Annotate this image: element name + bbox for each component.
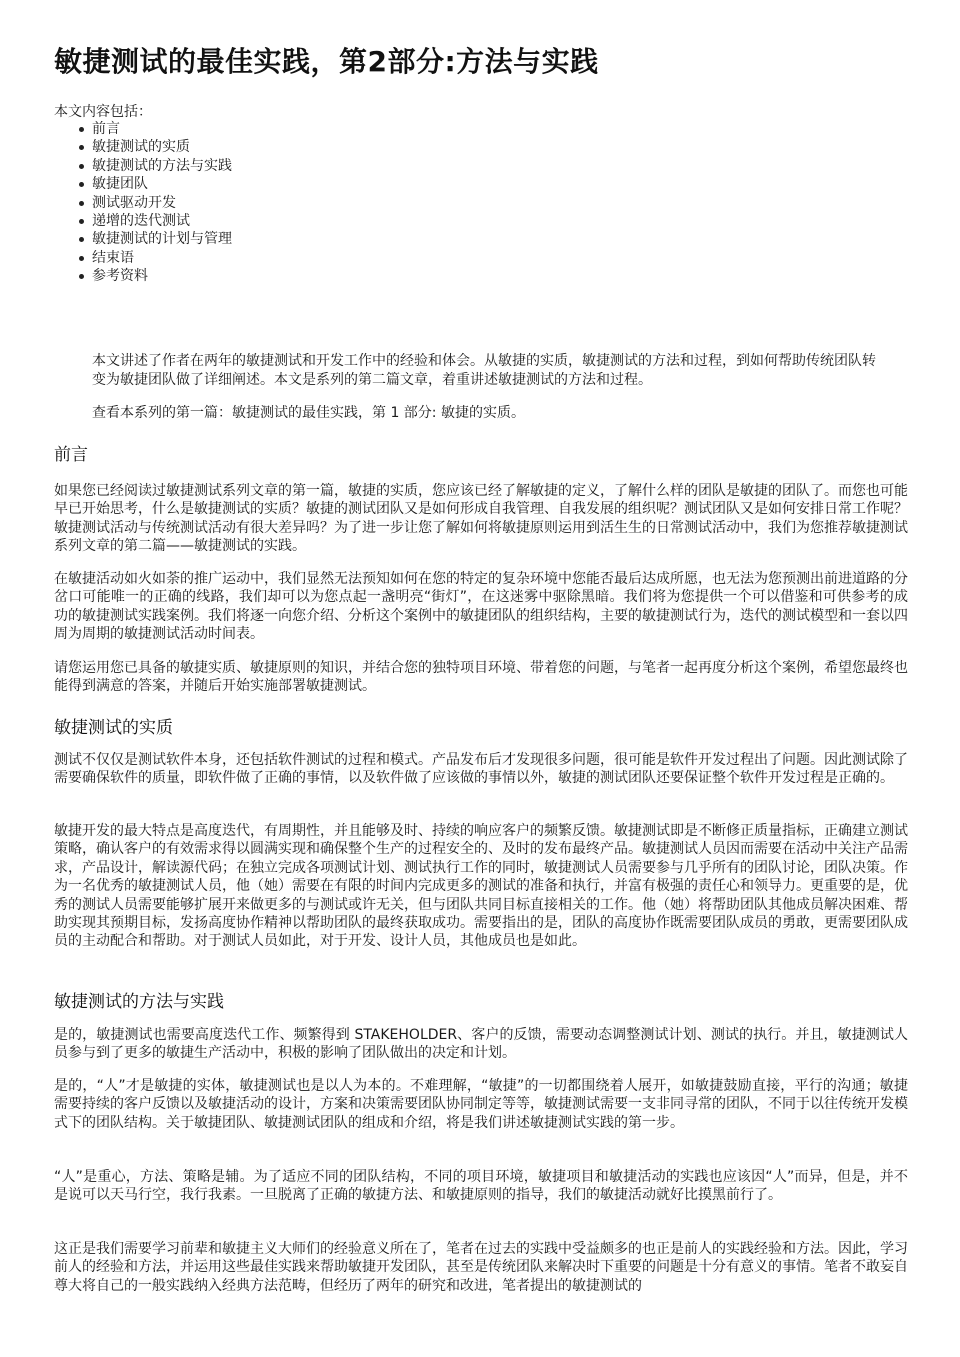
toc-intro-label: 本文内容包括： — [54, 104, 152, 120]
body-paragraph: 在敏捷活动如火如荼的推广运动中，我们显然无法预知如何在您的特定的复杂环境中您能否最后达成所愿，也无法为您预测出前进道路的分岔口可能唯一的正确的线路，我们却可以为您点起一盏明亮“街灯”，在这迷雾中驱除黑暗。我们将为您提供一个可以借鉴和可供参考的成功的敏捷测试实践案例。我们将逐一向您介绍、分析这个案例中的敏捷团队的组织结构，主要的敏捷测试行为，迭代的测试模型和一套以四周为周期的敏捷测试活动时间表。 — [54, 571, 908, 643]
section-heading-essence: 敏捷测试的实质 — [54, 718, 173, 738]
body-paragraph: 测试不仅仅是测试软件本身，还包括软件测试的过程和模式。产品发布后才发现很多问题，很可能是软件开发过程出了问题。因此测试除了需要确保软件的质量，即软件做了正确的事情，以及软件做了应该做的事情以外，敏捷的测试团队还要保证整个软件开发过程是正确的。 — [54, 752, 908, 787]
toc-item[interactable]: 结束语 — [92, 249, 242, 267]
toc-item[interactable]: 敏捷团队 — [92, 175, 242, 193]
toc-item[interactable]: 测试驱动开发 — [92, 194, 242, 212]
body-paragraph: 这正是我们需要学习前辈和敏捷主义大师们的经验意义所在了，笔者在过去的实践中受益颇多的也正是前人的实践经验和方法。因此，学习前人的经验和方法，并运用这些最佳实践来帮助敏捷开发团队，甚至是传统团队来解决时下重要的问题是十分有意义的事情。笔者不敢妄自尊大将自己的一般实践纳入经典方法范畴，但经历了两年的研究和改进，笔者提出的敏捷测试的 — [54, 1241, 908, 1294]
body-paragraph: 是的，敏捷测试也需要高度迭代工作、频繁得到 STAKEHOLDER、客户的反馈，需要动态调整测试计划、测试的执行。并且，敏捷测试人员参与到了更多的敏捷生产活动中，积极的影响了团队做出的决定和计划。 — [54, 1027, 908, 1062]
toc-item[interactable]: 敏捷测试的计划与管理 — [92, 230, 242, 248]
body-paragraph: 请您运用您已具备的敏捷实质、敏捷原则的知识，并结合您的独特项目环境、带着您的问题，与笔者一起再度分析这个案例，希望您最终也能得到满意的答案，并随后开始实施部署敏捷测试。 — [54, 660, 908, 695]
abstract-paragraph: 本文讲述了作者在两年的敏捷测试和开发工作中的经验和体会。从敏捷的实质，敏捷测试的方法和过程，到如何帮助传统团队转变为敏捷团队做了详细阐述。本文是系列的第二篇文章，着重讲述敏捷测试的方法和过程。 — [92, 353, 876, 388]
toc-item[interactable]: 前言 — [92, 120, 242, 138]
toc-item[interactable]: 敏捷测试的方法与实践 — [92, 157, 242, 175]
series-note-link[interactable]: 查看本系列的第一篇：敏捷测试的最佳实践，第 1 部分: 敏捷的实质。 — [92, 405, 525, 421]
toc-item[interactable]: 参考资料 — [92, 267, 242, 285]
section-heading-preface: 前言 — [54, 445, 88, 465]
body-paragraph: 是的，“人”才是敏捷的实体，敏捷测试也是以人为本的。不难理解，“敏捷”的一切都围绕着人展开，如敏捷鼓励直接，平行的沟通；敏捷需要持续的客户反馈以及敏捷活动的设计，方案和决策需要团队协同制定等等，敏捷测试需要一支非同寻常的团队，不同于以往传统开发模式下的团队结构。关于敏捷团队、敏捷测试团队的组成和介绍，将是我们讲述敏捷测试实践的第一步。 — [54, 1078, 908, 1131]
body-paragraph: “人”是重心，方法、策略是辅。为了适应不同的团队结构，不同的项目环境，敏捷项目和敏捷活动的实践也应该因“人”而异，但是，并不是说可以天马行空，我行我素。一旦脱离了正确的敏捷方法、和敏捷原则的指导，我们的敏捷活动就好比摸黑前行了。 — [54, 1169, 908, 1204]
body-paragraph: 如果您已经阅读过敏捷测试系列文章的第一篇，敏捷的实质，您应该已经了解敏捷的定义，了解什么样的团队是敏捷的团队了。而您也可能早已开始思考，什么是敏捷测试的实质？敏捷的测试团队又是如何形成自我管理、自我发展的组织呢？测试团队又是如何安排日常工作呢？敏捷测试活动与传统测试活动有很大差异吗？为了进一步让您了解如何将敏捷原则运用到活生生的日常测试活动中，我们为您推荐敏捷测试系列文章的第二篇——敏捷测试的实践。 — [54, 483, 908, 555]
page-title: 敏捷测试的最佳实践，第2部分:方法与实践 — [54, 45, 599, 78]
table-of-contents — [92, 120, 242, 286]
section-heading-methods: 敏捷测试的方法与实践 — [54, 992, 224, 1012]
toc-item[interactable]: 敏捷测试的实质 — [92, 138, 242, 156]
toc-item[interactable]: 递增的迭代测试 — [92, 212, 242, 230]
body-paragraph: 敏捷开发的最大特点是高度迭代，有周期性，并且能够及时、持续的响应客户的频繁反馈。敏捷测试即是不断修正质量指标，正确建立测试策略，确认客户的有效需求得以圆满实现和确保整个生产的过程安全的、及时的发布最终产品。敏捷测试人员因而需要在活动中关注产品需求，产品设计，解读源代码；在独立完成各项测试计划、测试执行工作的同时，敏捷测试人员需要参与几乎所有的团队讨论，团队决策。作为一名优秀的敏捷测试人员，他（她）需要在有限的时间内完成更多的测试的准备和执行，并富有极强的责任心和领导力。更重要的是，优秀的测试人员需要能够扩展开来做更多的与测试或许无关，但与团队共同目标直接相关的工作。他（她）将帮助团队其他成员解决困难、帮助实现其预期目标，发扬高度协作精神以帮助团队的最终获取成功。需要指出的是，团队的高度协作既需要团队成员的勇敢，更需要团队成员的主动配合和帮助。对于测试人员如此，对于开发、设计人员，其他成员也是如此。 — [54, 823, 908, 950]
